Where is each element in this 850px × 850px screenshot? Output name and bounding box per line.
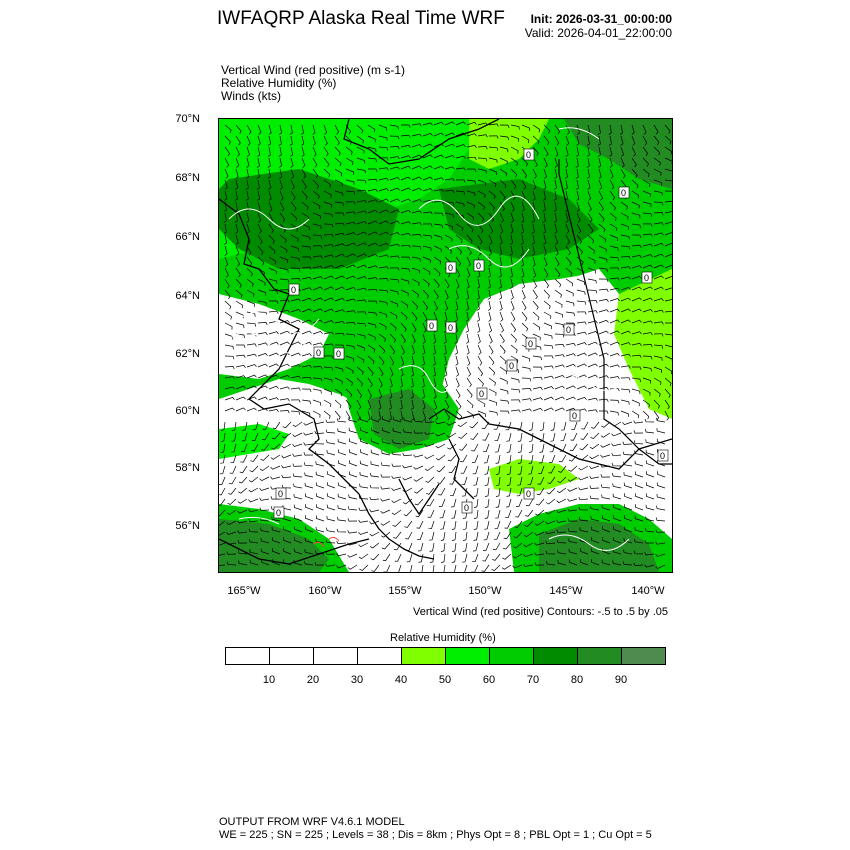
wind-barb [478,400,485,407]
wind-barb [337,529,346,532]
lon-label-150w: 150°W [468,585,502,597]
svg-text:0: 0 [316,348,322,358]
wind-barb [236,408,246,411]
wind-barb [506,433,511,441]
wind-barb [485,466,490,474]
wind-barb [302,400,311,404]
wind-barb [326,420,335,423]
wind-barb [559,455,566,462]
wind-barb [507,444,511,453]
wind-barb [646,482,654,488]
wind-barb [313,411,320,418]
wind-barb [571,433,578,440]
wind-barb [624,483,632,488]
contour-label [334,348,344,359]
wind-barb [348,565,357,569]
contour-label [619,187,629,198]
wind-barb [483,444,489,452]
wind-barb [280,399,289,402]
colorbar-box [270,648,314,664]
wind-barb [500,389,508,394]
wind-barb [338,429,346,434]
wind-barb [647,471,655,477]
svg-text:0: 0 [526,489,532,499]
wind-barb [657,483,665,489]
svg-text:0: 0 [526,150,532,160]
svg-text:0: 0 [448,263,454,273]
humidity-map [219,119,672,572]
wind-barb [568,499,578,501]
wind-barb [591,433,600,439]
lat-label-64n: 64°N [175,290,200,302]
field-winds: Winds (kts) [221,89,281,103]
wind-barb [657,494,665,499]
svg-text:0: 0 [278,489,284,499]
wind-barb [448,455,456,461]
wind-barb [316,516,324,522]
wind-barb [326,430,335,433]
wind-barb [456,378,459,387]
wind-barb [467,356,470,366]
wind-barb [590,476,599,479]
wind-barb [304,422,313,425]
wind-barb [305,493,313,499]
wind-barb [305,504,313,510]
wind-barb [624,472,632,477]
wind-barb [247,408,257,411]
svg-text:0: 0 [448,323,454,333]
wind-barb [473,466,478,474]
wind-barb [518,433,522,442]
wind-barb [536,499,544,505]
wind-barb [471,444,478,451]
wind-barb [485,477,489,486]
lat-label-70n: 70°N [175,113,200,125]
contour-label [526,338,536,349]
lat-label-68n: 68°N [175,172,200,184]
wind-barb [302,389,311,392]
wind-barb [581,433,589,440]
wind-barb [591,422,599,428]
wind-barb [580,444,588,450]
wind-barb [612,433,622,436]
wind-barb [657,471,665,477]
wind-barb [327,528,336,532]
wind-barb [561,433,567,441]
wind-barb [461,466,467,473]
wind-barb [571,422,577,430]
wind-barb [568,466,577,471]
wind-barb [269,386,279,389]
wind-barb [335,400,341,408]
wind-barb [579,466,588,470]
footer-model: OUTPUT FROM WRF V4.6.1 MODEL [219,816,405,828]
map-plot [218,118,673,573]
wind-barb [460,455,467,462]
colorbar-box [578,648,622,664]
wind-barb [495,433,501,441]
wind-barb [635,504,643,510]
wind-barb [568,488,577,491]
contour-label [446,262,456,273]
wind-barb [414,455,424,457]
wind-barb [540,422,544,431]
wind-barb [579,455,588,460]
wind-barb [635,482,643,488]
wind-barb [315,421,325,424]
wind-barb [590,455,599,459]
contour-label [642,272,652,283]
lon-label-140w: 140°W [631,585,665,597]
wind-barb [316,504,324,510]
wind-barb [483,433,490,440]
svg-text:0: 0 [291,285,297,295]
wind-barb [459,444,467,450]
contour-label [524,488,534,499]
wind-barb [656,518,665,522]
contour-label [477,388,487,399]
page-title: IWFAQRP Alaska Real Time WRF [217,8,505,29]
lat-label-66n: 66°N [175,231,200,243]
wind-barb [601,455,611,457]
contour-label [507,360,517,371]
wind-barb [590,466,600,469]
wind-barb [458,422,467,427]
wind-barb [360,449,368,455]
svg-text:0: 0 [429,321,435,331]
wind-barb [590,444,599,449]
wind-barb [470,433,478,440]
svg-text:0: 0 [479,389,485,399]
wind-barb [581,422,588,429]
wind-barb [313,389,321,394]
wind-barb [551,422,555,431]
footer-settings: WE = 225 ; SN = 225 ; Levels = 38 ; Dis = 8km ; Phys Opt = 8 ; PBL Opt = 1 ; Cu Opt = 5 [219,829,652,841]
wind-barb [624,493,632,499]
wind-barb [294,494,302,499]
wind-barb [500,400,509,404]
wind-barb [500,411,509,414]
svg-text:0: 0 [660,451,666,461]
wind-barb [436,444,445,448]
wind-barb [623,442,632,445]
wind-barb [601,422,610,427]
lon-label-145w: 145°W [549,585,583,597]
wind-barb [601,484,610,488]
wind-barb [467,400,473,408]
contour-label [427,320,437,331]
lat-label-56n: 56°N [175,520,200,532]
colorbar-box [622,648,665,664]
colorbar-box [402,648,446,664]
wind-barb [612,443,622,446]
wind-barb [496,455,500,463]
svg-text:0: 0 [509,361,515,371]
wind-barb [601,433,610,437]
lat-label-62n: 62°N [175,348,200,360]
wind-barb [646,460,654,466]
wind-barb [646,450,654,455]
wind-barb [590,486,599,489]
colorbar [225,647,666,665]
colorbar-label: 10 [262,674,276,686]
svg-text:0: 0 [476,261,482,271]
wind-barb [338,439,346,444]
wind-barb [549,455,555,462]
wind-barb [324,400,331,407]
wind-barb [511,410,520,413]
colorbar-box [314,648,358,664]
contour-label [274,507,284,518]
wind-barb [467,367,471,376]
wind-barb [635,461,643,466]
wind-barb [467,378,471,387]
colorbar-label: 50 [438,674,452,686]
wind-barb [489,400,497,406]
colorbar-box [446,648,490,664]
colorbar-label: 80 [570,674,584,686]
contour-label [474,260,484,271]
wind-barb [561,422,566,430]
wind-barb [511,400,520,403]
wind-barb [533,408,543,411]
contour-note: Vertical Wind (red positive) Contours: -.5 to .5 by .05 [413,606,668,618]
contour-label [570,410,580,421]
wind-barb [506,499,511,507]
wind-barb [570,444,577,451]
lon-label-160w: 160°W [308,585,342,597]
contour-label [276,488,286,499]
wind-barb [291,388,300,391]
wind-barb [612,453,621,456]
colorbar-box [226,648,270,664]
colorbar-label: 70 [526,674,540,686]
wind-barb [327,505,335,510]
wind-barb [247,397,257,400]
svg-text:0: 0 [572,411,578,421]
wind-barb [635,472,643,478]
wind-barb [515,510,522,517]
wind-barb [590,496,599,499]
wind-barb [269,409,279,412]
wind-barb [601,474,610,477]
wind-barb [657,506,666,510]
field-relative-humidity: Relative Humidity (%) [221,76,337,90]
svg-text:0: 0 [621,188,627,198]
wind-barb [529,444,533,453]
wind-barb [579,497,588,500]
wind-barb [260,508,269,511]
colorbar-box [490,648,534,664]
wind-barb [306,515,314,521]
field-vertical-wind: Vertical Wind (red positive) (m s-1) [221,63,406,77]
wind-barb [291,400,300,403]
colorbar-label: 60 [482,674,496,686]
wind-barb [601,444,610,447]
wind-barb [489,411,497,415]
wind-barb [470,422,478,428]
wind-barb [269,398,279,400]
humidity-fill [219,119,672,572]
wind-barb [466,334,468,344]
wind-barb [467,345,469,355]
contour-label [462,502,472,513]
wind-barb [317,493,325,499]
wind-barb [456,367,459,377]
lon-label-165w: 165°W [227,585,261,597]
wind-barb [348,554,357,557]
wind-barb [646,493,654,499]
wind-barb [613,483,621,488]
valid-time: Valid: 2026-04-01_22:00:00 [524,26,672,40]
wind-barb [525,510,533,516]
lon-label-155w: 155°W [388,585,422,597]
wind-barb [477,312,480,322]
wind-barb [436,455,445,460]
wind-barb [456,389,460,398]
colorbar-label: 40 [394,674,408,686]
wind-barb [280,387,290,389]
colorbar-box [358,648,402,664]
wind-barb [602,495,610,500]
wind-barb [557,488,566,493]
wind-barb [327,516,335,521]
wind-barb [337,541,346,544]
wind-barb [327,493,335,499]
wind-barb [349,438,357,444]
colorbar-label: 30 [350,674,364,686]
wind-barb [346,411,350,420]
wind-barb [623,452,632,455]
wind-barb [613,494,621,499]
wind-barb [291,411,300,415]
wind-barb [294,505,302,510]
svg-text:0: 0 [336,349,342,359]
contour-label [564,324,574,335]
colorbar-label: 90 [614,674,628,686]
wind-barb [403,453,412,456]
colorbar-title: Relative Humidity (%) [390,632,496,644]
wind-barb [484,455,489,463]
wind-barb [526,499,533,506]
wind-barb [522,399,531,402]
wind-barb [459,433,468,439]
wind-barb [506,422,511,430]
wind-barb [546,499,555,504]
wind-barb [455,345,458,355]
wind-barb [258,397,268,400]
wind-barb [518,444,522,453]
contour-label [314,347,324,358]
wind-barb [225,408,235,411]
wind-barb [646,505,654,510]
wind-barb [579,477,589,480]
colorbar-box [534,648,578,664]
wind-barb [636,493,644,499]
svg-text:0: 0 [644,273,650,283]
wind-barb [467,389,472,398]
wind-barb [445,378,447,388]
wind-barb [579,487,589,490]
wind-barb [599,279,608,282]
wind-barb [472,455,478,462]
svg-text:0: 0 [528,339,534,349]
wind-barb [478,378,484,387]
init-time: Init: 2026-03-31_00:00:00 [530,12,672,26]
wind-barb [225,397,235,400]
wind-barb [425,455,434,459]
contour-label [289,284,299,295]
contour-label [658,450,668,461]
wind-barb [612,463,621,466]
wind-barb [258,386,268,389]
wind-barb [634,440,643,444]
wind-barb [236,397,246,400]
wind-barb [337,418,346,422]
wind-barb [293,422,302,427]
wind-barb [324,411,330,419]
wind-barb [313,400,321,406]
contour-label [524,149,534,160]
colorbar-label: 20 [306,674,320,686]
wind-barb [495,444,500,452]
svg-text:0: 0 [464,503,470,513]
wind-barb [516,499,522,506]
wind-barb [540,444,545,452]
wind-barb [529,422,533,431]
wind-barb [456,356,458,366]
wind-barb [550,433,555,441]
wind-barb [557,499,566,503]
lat-label-58n: 58°N [175,462,200,474]
wind-barb [280,411,289,414]
wind-barb [489,389,496,396]
svg-text:0: 0 [566,325,572,335]
wind-barb [612,473,621,477]
wind-barb [371,450,379,455]
wind-barb [315,431,324,434]
contour-label [446,322,456,333]
svg-text:0: 0 [276,508,282,518]
wind-barb [350,449,358,455]
wind-barb [522,409,532,411]
lat-label-60n: 60°N [175,405,200,417]
